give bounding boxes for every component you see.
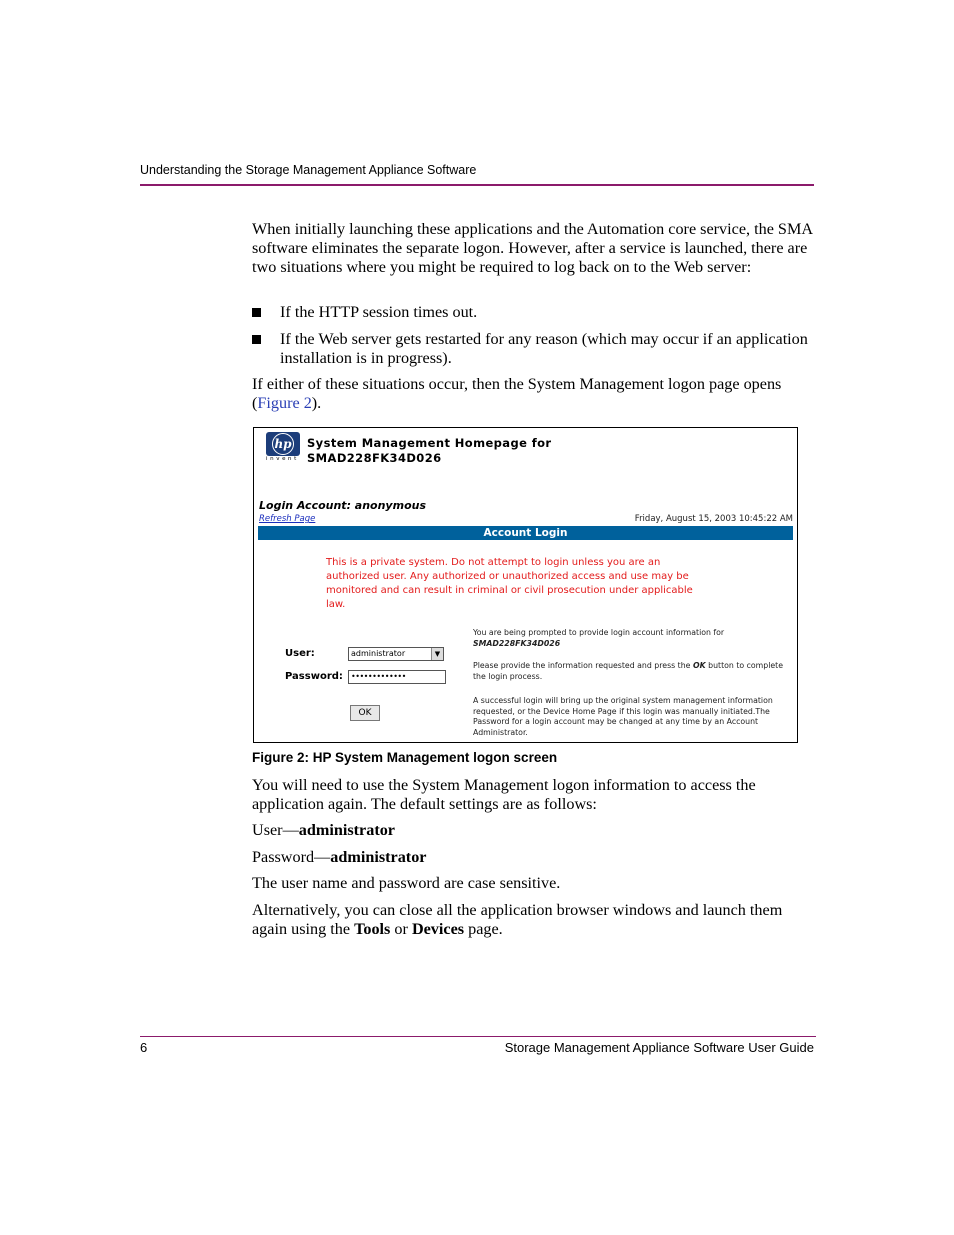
homepage-title <box>307 436 551 466</box>
page-text: page. <box>464 919 503 938</box>
default-password-value: administrator <box>330 848 427 866</box>
info-prompt-host: SMAD228FK34D026 <box>473 638 561 648</box>
info-ok-ref: OK <box>692 661 706 670</box>
password-input[interactable]: ••••••••••••• <box>348 670 446 684</box>
user-select[interactable] <box>348 647 444 661</box>
after-paragraph-1: You will need to use the System Management logon information to access the application again. The default settings are as follows: <box>252 776 756 813</box>
guide-title: Storage Management Appliance Software User Guide <box>504 1040 814 1055</box>
figure-caption: Figure 2: HP System Management logon screen <box>252 750 558 765</box>
bullet-square-icon <box>252 308 261 317</box>
intro-paragraph <box>252 220 814 276</box>
header-rule <box>140 184 814 186</box>
account-login-bar: Account Login <box>258 526 793 540</box>
default-password-line <box>252 848 814 867</box>
hp-logo-mark: hp <box>272 433 294 455</box>
footer-rule <box>140 1036 816 1037</box>
homepage-title-line1: System Management Homepage for <box>307 436 552 450</box>
intro-text: When initially launching these applications and the Automation core service, the SMA software eliminates the separate logon. However, after a service is launched, there are two situations where you might be required to log back on to the Web server: <box>252 220 813 276</box>
login-account-label: Login Account: anonymous <box>259 499 427 512</box>
info-success: A successful login will bring up the original system management information requested, or the Device Home Page if this login was manually initiated.The Password for a login account may be changed at any time by an Account Administrator. <box>473 696 773 737</box>
figure-2-link[interactable]: Figure 2 <box>257 393 312 412</box>
refresh-page-link[interactable]: Refresh Page <box>259 514 316 524</box>
default-password-label: Password— <box>252 848 331 866</box>
info-prompt <box>473 628 791 649</box>
password-label: Password: <box>285 671 343 682</box>
info-instructions-end: button to complete the login process. <box>473 661 784 681</box>
bullet-text: If the HTTP session times out. <box>280 303 478 321</box>
chevron-down-icon[interactable]: ▼ <box>431 648 443 660</box>
case-sensitive-note: The user name and password are case sensitive. <box>252 874 561 892</box>
devices-term: Devices <box>411 919 465 938</box>
user-select-value: administrator <box>351 649 406 658</box>
user-label: User: <box>285 648 315 659</box>
info-prompt-text: You are being prompted to provide login account information for <box>473 628 725 637</box>
running-head: Understanding the Storage Management Appliance Software <box>140 163 477 177</box>
bullet-text: If the Web server gets restarted for any reason (which may occur if an application installation is in progress). <box>280 330 808 367</box>
info-instructions <box>473 661 791 682</box>
hp-logo <box>266 432 300 456</box>
homepage-title-host: SMAD228FK34D026 <box>307 451 442 465</box>
datetime-stamp: Friday, August 15, 2003 10:45:22 AM <box>634 514 793 524</box>
alternatively-paragraph <box>252 901 814 939</box>
hp-invent-tagline: invent <box>266 456 299 462</box>
alternatively-text: Alternatively, you can close all the application browser windows and launch them again using the <box>252 901 783 938</box>
default-user-value: administrator <box>298 821 395 839</box>
ok-button[interactable]: OK <box>350 705 380 721</box>
page-number: 6 <box>140 1040 148 1055</box>
figure-ref-text: If either of these situations occur, then the System Management logon page opens ( <box>252 375 782 412</box>
info-instructions-text: Please provide the information requested and press the <box>473 661 693 670</box>
tools-term: Tools <box>354 919 391 938</box>
figure-ref-end: ). <box>311 393 322 412</box>
or-text: or <box>390 919 412 938</box>
default-user-line <box>252 821 814 840</box>
bullet-square-icon <box>252 335 261 344</box>
private-system-warning: This is a private system. Do not attempt to login unless you are an authorized user. Any authorized or unauthorized access and use may be monitored and can result in criminal or civil prosecution under applicable law. <box>326 557 693 610</box>
logon-screen-figure <box>253 427 798 743</box>
default-user-label: User— <box>252 821 299 839</box>
figure-ref-paragraph <box>252 375 814 413</box>
